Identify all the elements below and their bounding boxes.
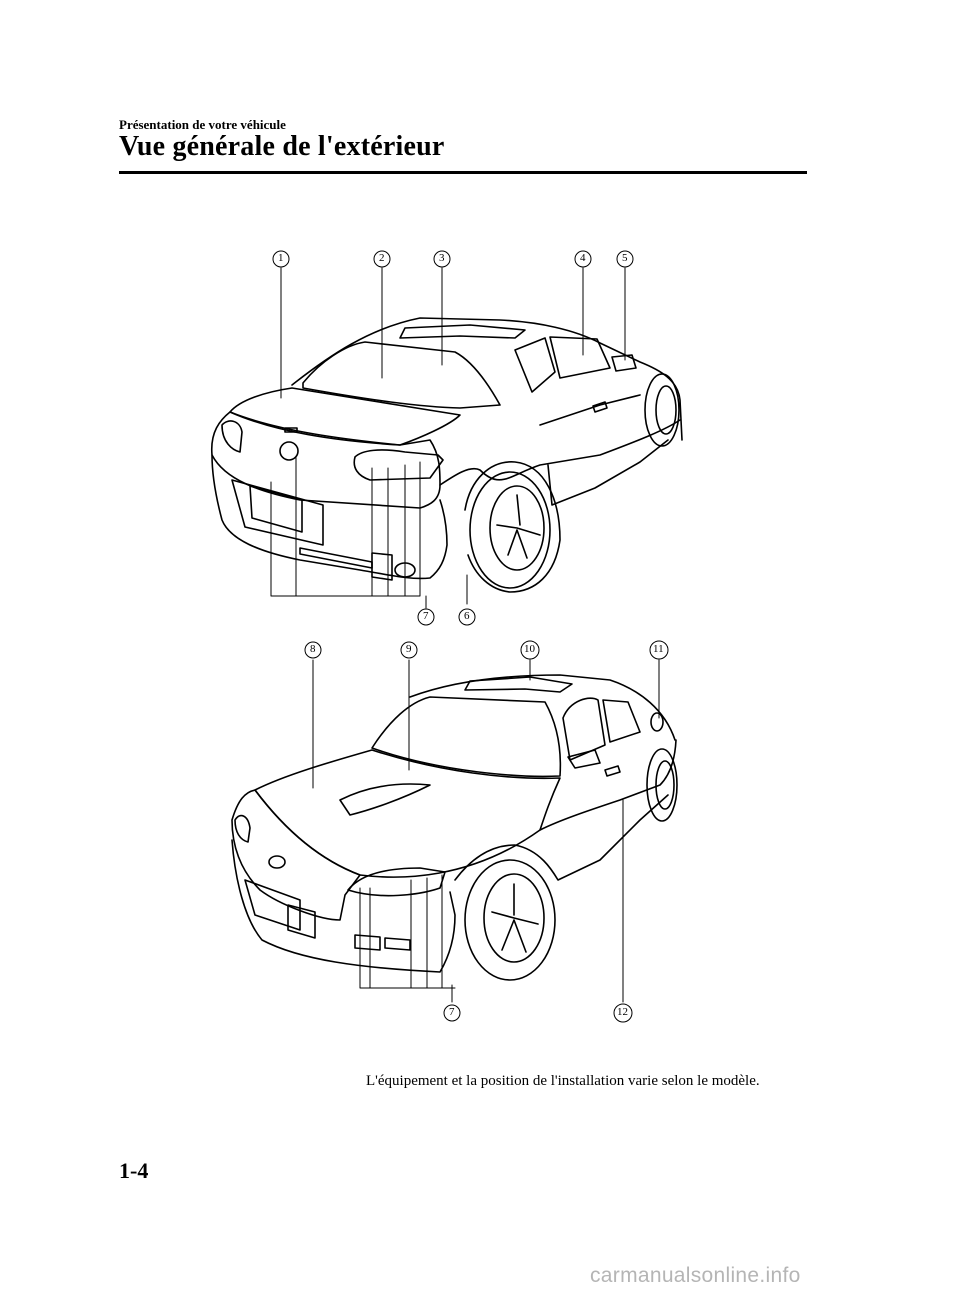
callout-3: 3 [439,252,445,264]
rear-view-car [212,268,682,608]
callout-7-rear: 7 [423,610,429,622]
callout-7-front: 7 [449,1006,455,1018]
callout-9: 9 [406,643,412,655]
callout-5: 5 [622,252,628,264]
callout-4: 4 [580,252,586,264]
callout-11: 11 [653,643,664,655]
callout-2: 2 [379,252,385,264]
front-view-car [232,660,677,1002]
callout-10: 10 [524,643,535,655]
callout-8: 8 [310,643,316,655]
section-label: Présentation de votre véhicule [119,117,286,132]
figure-caption: L'équipement et la position de l'installation varie selon le modèle. [366,1073,760,1089]
callout-6: 6 [464,610,470,622]
page-title: Vue générale de l'extérieur [119,131,445,162]
watermark: carmanualsonline.info [590,1264,801,1287]
callout-1: 1 [278,252,284,264]
callout-12: 12 [617,1006,628,1018]
page-number: 1-4 [119,1158,149,1183]
